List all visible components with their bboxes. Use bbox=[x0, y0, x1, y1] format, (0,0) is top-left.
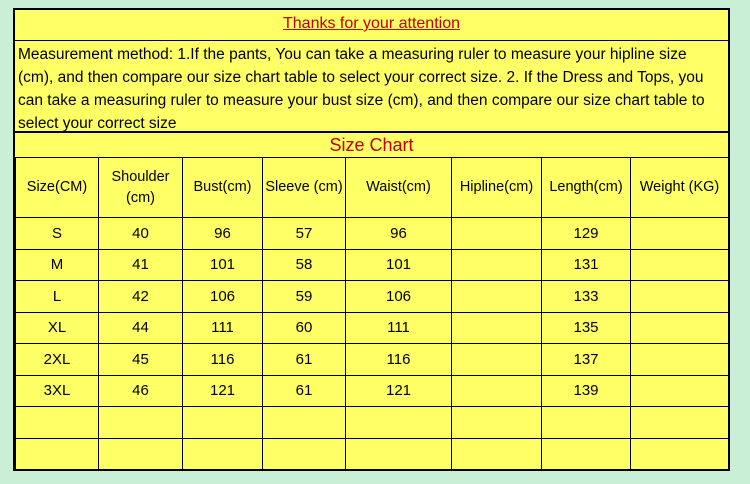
table-cell: XL bbox=[16, 312, 99, 344]
table-cell bbox=[542, 407, 631, 439]
table-row bbox=[16, 312, 729, 344]
table-cell: 106 bbox=[346, 281, 452, 313]
table-cell bbox=[631, 407, 729, 439]
table-cell: L bbox=[16, 281, 99, 313]
table-row bbox=[16, 218, 729, 250]
table-cell: 121 bbox=[183, 375, 263, 407]
column-header: Bust(cm) bbox=[183, 158, 263, 218]
table-cell bbox=[631, 249, 729, 281]
table-cell: 111 bbox=[346, 312, 452, 344]
table-cell bbox=[346, 407, 452, 439]
table-row bbox=[16, 407, 729, 439]
table-cell: 121 bbox=[346, 375, 452, 407]
table-row bbox=[16, 344, 729, 376]
size-chart-title: Size Chart bbox=[329, 135, 414, 155]
table-cell bbox=[16, 407, 99, 439]
column-header: Size(CM) bbox=[16, 158, 99, 218]
table-row bbox=[16, 375, 729, 407]
table-cell bbox=[183, 438, 263, 470]
table-cell: S bbox=[16, 218, 99, 250]
table-cell: 139 bbox=[542, 375, 631, 407]
page-title: Thanks for your attention bbox=[283, 15, 460, 32]
table-row bbox=[16, 438, 729, 470]
table-cell: 2XL bbox=[16, 344, 99, 376]
table-cell: 44 bbox=[99, 312, 183, 344]
table-cell: 96 bbox=[346, 218, 452, 250]
table-cell bbox=[16, 438, 99, 470]
table-cell bbox=[263, 407, 346, 439]
table-cell bbox=[346, 438, 452, 470]
table-row bbox=[16, 281, 729, 313]
table-cell: 45 bbox=[99, 344, 183, 376]
table-cell: 46 bbox=[99, 375, 183, 407]
table-cell: 3XL bbox=[16, 375, 99, 407]
table-cell bbox=[99, 438, 183, 470]
table-cell bbox=[183, 407, 263, 439]
table-cell: 42 bbox=[99, 281, 183, 313]
table-cell bbox=[452, 249, 542, 281]
table-cell bbox=[452, 407, 542, 439]
table-cell: 61 bbox=[263, 375, 346, 407]
table-cell: 59 bbox=[263, 281, 346, 313]
table-cell: 106 bbox=[183, 281, 263, 313]
column-header: Sleeve (cm) bbox=[263, 158, 346, 218]
table-cell: 116 bbox=[183, 344, 263, 376]
table-cell bbox=[452, 312, 542, 344]
table-cell bbox=[452, 344, 542, 376]
table-cell: 131 bbox=[542, 249, 631, 281]
table-cell bbox=[631, 375, 729, 407]
table-cell bbox=[542, 438, 631, 470]
table-cell: 116 bbox=[346, 344, 452, 376]
table-cell: 58 bbox=[263, 249, 346, 281]
table-cell bbox=[631, 438, 729, 470]
table-cell bbox=[99, 407, 183, 439]
table-cell bbox=[631, 344, 729, 376]
table-header-row bbox=[16, 158, 729, 218]
table-cell: 135 bbox=[542, 312, 631, 344]
table-cell: 40 bbox=[99, 218, 183, 250]
table-cell: 61 bbox=[263, 344, 346, 376]
table-cell: 111 bbox=[183, 312, 263, 344]
table-cell: 101 bbox=[183, 249, 263, 281]
table-cell bbox=[631, 312, 729, 344]
column-header: Weight (KG) bbox=[631, 158, 729, 218]
table-cell: M bbox=[16, 249, 99, 281]
column-header: Shoulder (cm) bbox=[99, 158, 183, 218]
table-cell bbox=[452, 375, 542, 407]
table-cell bbox=[452, 438, 542, 470]
table-cell: 129 bbox=[542, 218, 631, 250]
table-body bbox=[16, 218, 729, 470]
table-cell bbox=[263, 438, 346, 470]
column-header: Hipline(cm) bbox=[452, 158, 542, 218]
size-table bbox=[15, 157, 729, 470]
size-chart-sheet bbox=[13, 8, 730, 471]
column-header: Waist(cm) bbox=[346, 158, 452, 218]
table-row bbox=[16, 249, 729, 281]
table-cell: 57 bbox=[263, 218, 346, 250]
measurement-method-text: Measurement method: 1.If the pants, You can take a measuring ruler to measure your hipline size (cm), and then compare our size chart table to select your correct size. 2. If the Dress and Tops, you can take a measuring ruler to measure your bust size (cm), and then compare our size chart table to select your correct size bbox=[15, 40, 728, 137]
table-cell: 137 bbox=[542, 344, 631, 376]
table-cell: 60 bbox=[263, 312, 346, 344]
column-header: Length(cm) bbox=[542, 158, 631, 218]
table-cell bbox=[631, 281, 729, 313]
table-cell: 133 bbox=[542, 281, 631, 313]
table-cell bbox=[452, 218, 542, 250]
table-cell bbox=[452, 281, 542, 313]
table-cell bbox=[631, 218, 729, 250]
table-cell: 41 bbox=[99, 249, 183, 281]
table-cell: 101 bbox=[346, 249, 452, 281]
table-cell: 96 bbox=[183, 218, 263, 250]
